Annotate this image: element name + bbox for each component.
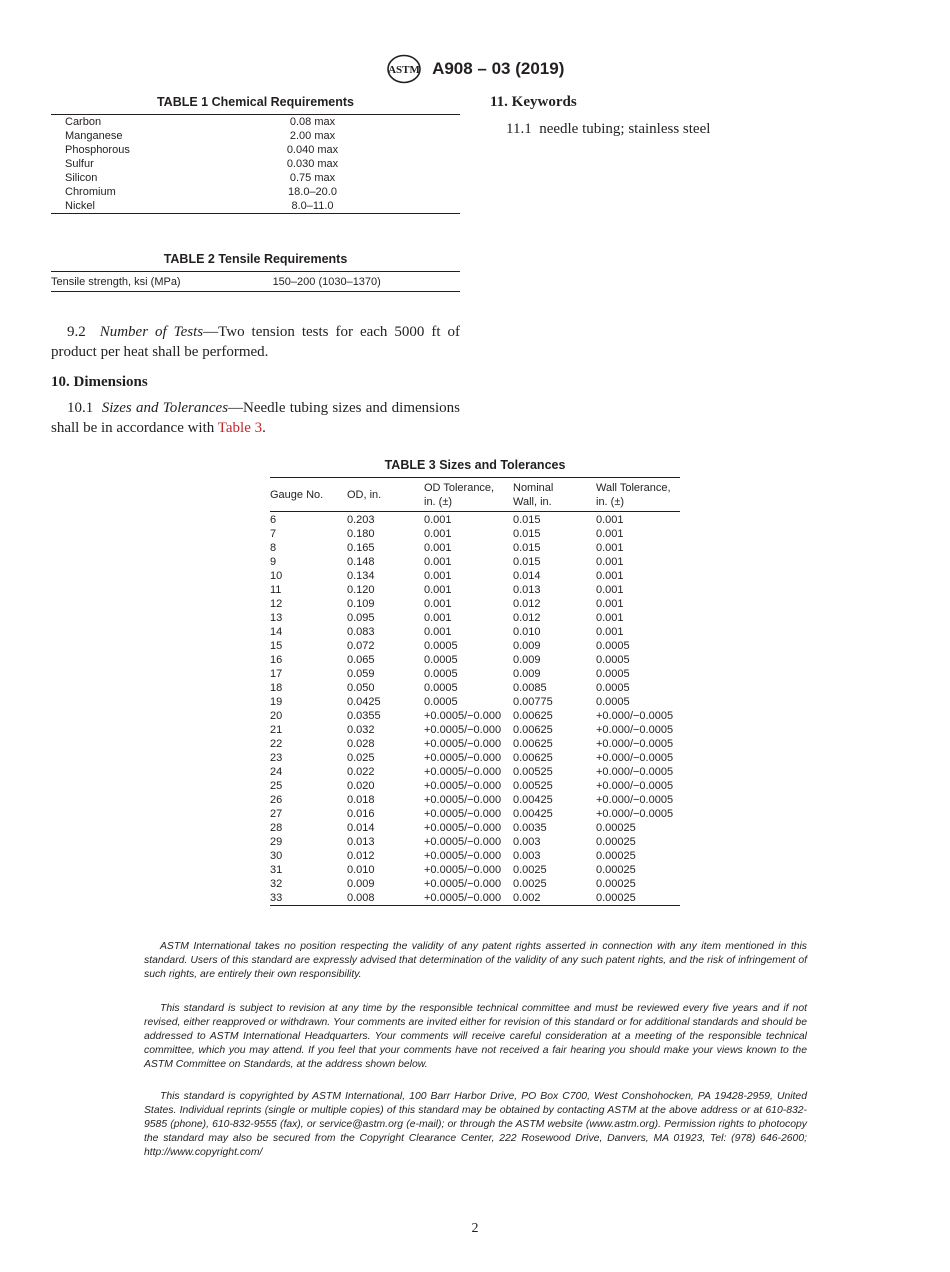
element-name: Phosphorous <box>65 144 130 156</box>
wall-tolerance-cell: 0.0005 <box>596 654 630 666</box>
gauge-cell: 28 <box>270 822 283 834</box>
od-tolerance-cell: 0.001 <box>424 626 452 638</box>
od-cell: 0.050 <box>347 682 375 694</box>
od-tolerance-cell: 0.0005 <box>424 696 458 708</box>
od-tolerance-cell: +0.0005/−0.000 <box>424 808 502 820</box>
heading-dimensions: 10. Dimensions <box>51 374 148 390</box>
table-row <box>51 199 460 214</box>
element-name: Nickel <box>65 200 95 212</box>
gauge-cell: 33 <box>270 892 283 904</box>
od-tolerance-cell: 0.0005 <box>424 654 458 666</box>
nominal-wall-cell: 0.015 <box>513 514 541 526</box>
wall-tolerance-cell: 0.001 <box>596 514 624 526</box>
od-cell: 0.180 <box>347 528 375 540</box>
section-title: Sizes and Tolerances <box>101 400 229 416</box>
od-cell: 0.014 <box>347 822 375 834</box>
wall-tolerance-cell: 0.001 <box>596 584 624 596</box>
od-cell: 0.025 <box>347 752 375 764</box>
nominal-wall-cell: 0.0025 <box>513 864 547 876</box>
section-number: 10.1 <box>67 400 94 416</box>
section-title: Number of Tests <box>99 324 204 340</box>
nominal-wall-cell: 0.012 <box>513 612 541 624</box>
wall-tolerance-cell: 0.00025 <box>596 836 636 848</box>
col-wall-tolerance: Wall Tolerance, in. (±) <box>596 478 680 512</box>
wall-tolerance-cell: 0.001 <box>596 626 624 638</box>
nominal-wall-cell: 0.0035 <box>513 822 547 834</box>
table-row <box>270 779 680 793</box>
nominal-wall-cell: 0.00525 <box>513 766 553 778</box>
table-row <box>270 723 680 737</box>
wall-tolerance-cell: 0.00025 <box>596 892 636 904</box>
od-tolerance-cell: +0.0005/−0.000 <box>424 892 502 904</box>
table-row <box>270 639 680 653</box>
nominal-wall-cell: 0.002 <box>513 892 541 904</box>
od-tolerance-cell: +0.0005/−0.000 <box>424 724 502 736</box>
table2 <box>51 271 460 292</box>
copyright-notice: This standard is copyrighted by ASTM International, 100 Barr Harbor Drive, PO Box C700, West Conshohocken, PA 19428-2959, United States. Individual reprints (single or multiple copies) of this standard may be obtained by contacting ASTM at the above address or at 610-832-9585 (phone), 610-832-9555 (fax), or service@astm.org (e-mail); or through the ASTM website (www.astm.org). Permission rights to photocopy the standard may also be secured from the Copyright Clearance Center, 222 Rosewood Drive, Danvers, MA 01923, Tel: (978) 646-2600; http://www.copyright.com/ <box>144 1091 807 1158</box>
od-cell: 0.148 <box>347 556 375 568</box>
wall-tolerance-cell: +0.000/−0.0005 <box>596 710 674 722</box>
od-tolerance-cell: +0.0005/−0.000 <box>424 836 502 848</box>
gauge-cell: 7 <box>270 528 277 540</box>
od-tolerance-cell: 0.001 <box>424 528 452 540</box>
nominal-wall-cell: 0.00775 <box>513 696 553 708</box>
gauge-cell: 8 <box>270 542 277 554</box>
od-cell: 0.009 <box>347 878 375 890</box>
table-row <box>270 527 680 541</box>
od-tolerance-cell: +0.0005/−0.000 <box>424 850 502 862</box>
nominal-wall-cell: 0.010 <box>513 626 541 638</box>
od-cell: 0.095 <box>347 612 375 624</box>
element-name: Manganese <box>65 130 123 142</box>
gauge-cell: 14 <box>270 626 283 638</box>
od-cell: 0.012 <box>347 850 375 862</box>
table-row <box>51 185 460 199</box>
nominal-wall-cell: 0.00625 <box>513 738 553 750</box>
od-tolerance-cell: +0.0005/−0.000 <box>424 794 502 806</box>
table1-title: TABLE 1 Chemical Requirements <box>156 95 355 109</box>
table-row <box>270 891 680 906</box>
table-row <box>51 115 460 130</box>
gauge-cell: 26 <box>270 794 283 806</box>
od-cell: 0.022 <box>347 766 375 778</box>
gauge-cell: 29 <box>270 836 283 848</box>
nominal-wall-cell: 0.009 <box>513 654 541 666</box>
table2-label: Tensile strength, ksi (MPa) <box>51 276 181 288</box>
nominal-wall-cell: 0.00625 <box>513 752 553 764</box>
element-name: Sulfur <box>65 158 94 170</box>
page-header <box>0 54 950 84</box>
od-tolerance-cell: 0.001 <box>424 584 452 596</box>
table-row <box>270 569 680 583</box>
table-row <box>51 272 460 292</box>
table-row <box>270 751 680 765</box>
element-value: 18.0–20.0 <box>288 186 337 198</box>
table-row <box>270 821 680 835</box>
nominal-wall-cell: 0.00425 <box>513 794 553 806</box>
table-row <box>270 835 680 849</box>
gauge-cell: 11 <box>270 584 282 596</box>
gauge-cell: 20 <box>270 710 283 722</box>
wall-tolerance-cell: 0.001 <box>596 598 624 610</box>
element-name: Silicon <box>65 172 98 184</box>
section-text: —Needle tubing sizes and dimensions shall be in accordance with <box>51 400 460 436</box>
od-cell: 0.083 <box>347 626 375 638</box>
wall-tolerance-cell: 0.001 <box>596 528 624 540</box>
table-row <box>270 611 680 625</box>
od-cell: 0.0425 <box>347 696 381 708</box>
od-tolerance-cell: 0.0005 <box>424 640 458 652</box>
od-tolerance-cell: +0.0005/−0.000 <box>424 766 502 778</box>
col-od-tolerance: OD Tolerance, in. (±) <box>424 478 513 512</box>
wall-tolerance-cell: 0.0005 <box>596 682 630 694</box>
od-tolerance-cell: +0.0005/−0.000 <box>424 878 502 890</box>
table-row <box>270 709 680 723</box>
element-value: 0.08 max <box>289 116 336 128</box>
nominal-wall-cell: 0.015 <box>513 556 541 568</box>
wall-tolerance-cell: +0.000/−0.0005 <box>596 794 674 806</box>
od-cell: 0.203 <box>347 514 375 526</box>
table-row <box>270 555 680 569</box>
table-row <box>270 737 680 751</box>
table-row <box>270 583 680 597</box>
wall-tolerance-cell: 0.001 <box>596 570 624 582</box>
table3-title: TABLE 3 Sizes and Tolerances <box>384 458 566 472</box>
table-row <box>270 512 680 528</box>
gauge-cell: 16 <box>270 654 283 666</box>
gauge-cell: 21 <box>270 724 283 736</box>
paragraph-9-2 <box>51 322 460 362</box>
gauge-cell: 6 <box>270 514 277 526</box>
table1 <box>51 114 460 214</box>
table-row <box>270 863 680 877</box>
wall-tolerance-cell: +0.000/−0.0005 <box>596 752 674 764</box>
element-value: 0.030 max <box>286 158 339 170</box>
element-value: 8.0–11.0 <box>291 200 334 212</box>
table-row <box>270 681 680 695</box>
gauge-cell: 24 <box>270 766 283 778</box>
nominal-wall-cell: 0.015 <box>513 542 541 554</box>
od-cell: 0.018 <box>347 794 375 806</box>
od-cell: 0.165 <box>347 542 375 554</box>
patent-notice: ASTM International takes no position respecting the validity of any patent rights asserted in connection with any item mentioned in this standard. Users of this standard are expressly advised that determination of the validity of any such patent rights, and the risk of infringement of such rights, are entirely their own responsibility. <box>144 941 807 980</box>
wall-tolerance-cell: 0.00025 <box>596 864 636 876</box>
gauge-cell: 32 <box>270 878 283 890</box>
nominal-wall-cell: 0.00525 <box>513 780 553 792</box>
wall-tolerance-cell: 0.0005 <box>596 640 630 652</box>
revision-notice: This standard is subject to revision at any time by the responsible technical committee and must be reviewed every five years and if not revised, either reapproved or withdrawn. Your comments are invited either for revision of this standard or for additional standards and should be addressed to ASTM International Headquarters. Your comments will receive careful consideration at a meeting of the responsible technical committee, which you may attend. If you feel that your comments have not received a fair hearing you should make your views known to the ASTM Committee on Standards, at the address shown below. <box>144 1003 807 1070</box>
gauge-cell: 10 <box>270 570 283 582</box>
gauge-cell: 23 <box>270 752 283 764</box>
nominal-wall-cell: 0.012 <box>513 598 541 610</box>
od-tolerance-cell: 0.0005 <box>424 682 458 694</box>
paragraph-10-1: 10.1 Sizes and Tolerances—Needle tubing sizes and dimensions shall be in accordance with Table 3. <box>51 400 460 436</box>
nominal-wall-cell: 0.009 <box>513 668 541 680</box>
wall-tolerance-cell: +0.000/−0.0005 <box>596 808 674 820</box>
nominal-wall-cell: 0.00625 <box>513 724 553 736</box>
od-tolerance-cell: 0.001 <box>424 570 452 582</box>
table-row <box>270 807 680 821</box>
od-tolerance-cell: +0.0005/−0.000 <box>424 780 502 792</box>
od-cell: 0.028 <box>347 738 375 750</box>
section-number: 11.1 <box>506 121 532 137</box>
page-number: 2 <box>471 1221 479 1236</box>
od-cell: 0.065 <box>347 654 375 666</box>
od-tolerance-cell: 0.0005 <box>424 668 458 680</box>
element-value: 0.040 max <box>286 144 339 156</box>
od-cell: 0.134 <box>347 570 375 582</box>
gauge-cell: 9 <box>270 556 277 568</box>
gauge-cell: 17 <box>270 668 283 680</box>
wall-tolerance-cell: +0.000/−0.0005 <box>596 738 674 750</box>
col-nominal-wall: Nominal Wall, in. <box>513 478 596 512</box>
table-row <box>51 129 460 143</box>
element-value: 0.75 max <box>289 172 336 184</box>
table-row <box>270 541 680 555</box>
wall-tolerance-cell: +0.000/−0.0005 <box>596 724 674 736</box>
gauge-cell: 31 <box>270 864 283 876</box>
section-text: —Two tension tests for each 5000 ft of product per heat shall be performed. <box>51 324 461 360</box>
od-cell: 0.008 <box>347 892 375 904</box>
heading-keywords: 11. Keywords <box>490 94 577 110</box>
svg-text:ASTM: ASTM <box>387 64 420 76</box>
od-tolerance-cell: 0.001 <box>424 612 452 624</box>
gauge-cell: 12 <box>270 598 283 610</box>
element-name: Carbon <box>65 116 102 128</box>
nominal-wall-cell: 0.014 <box>513 570 541 582</box>
od-tolerance-cell: +0.0005/−0.000 <box>424 752 502 764</box>
table-row <box>51 143 460 157</box>
od-tolerance-cell: +0.0005/−0.000 <box>424 710 502 722</box>
wall-tolerance-cell: +0.000/−0.0005 <box>596 780 674 792</box>
gauge-cell: 19 <box>270 696 283 708</box>
table-row <box>270 597 680 611</box>
astm-logo <box>386 54 422 84</box>
gauge-cell: 18 <box>270 682 283 694</box>
table-row <box>270 877 680 891</box>
od-cell: 0.059 <box>347 668 375 680</box>
od-tolerance-cell: +0.0005/−0.000 <box>424 738 502 750</box>
standard-designation: A908 – 03 (2019) <box>432 59 565 78</box>
table-row <box>270 695 680 709</box>
gauge-cell: 25 <box>270 780 283 792</box>
od-cell: 0.020 <box>347 780 375 792</box>
table-sizes-tolerances <box>270 458 680 906</box>
od-tolerance-cell: 0.001 <box>424 514 452 526</box>
table-chemical-requirements <box>51 95 460 214</box>
element-value: 2.00 max <box>289 130 336 142</box>
nominal-wall-cell: 0.015 <box>513 528 541 540</box>
gauge-cell: 22 <box>270 738 283 750</box>
table2-value: 150–200 (1030–1370) <box>272 276 381 288</box>
table-row <box>51 171 460 185</box>
od-cell: 0.109 <box>347 598 375 610</box>
nominal-wall-cell: 0.0085 <box>513 682 547 694</box>
table-row <box>270 667 680 681</box>
od-cell: 0.072 <box>347 640 375 652</box>
wall-tolerance-cell: 0.001 <box>596 542 624 554</box>
nominal-wall-cell: 0.009 <box>513 640 541 652</box>
nominal-wall-cell: 0.00425 <box>513 808 553 820</box>
nominal-wall-cell: 0.013 <box>513 584 541 596</box>
od-cell: 0.016 <box>347 808 375 820</box>
element-name: Chromium <box>65 186 116 198</box>
table2-title: TABLE 2 Tensile Requirements <box>163 252 348 266</box>
od-tolerance-cell: 0.001 <box>424 556 452 568</box>
wall-tolerance-cell: 0.001 <box>596 556 624 568</box>
gauge-cell: 30 <box>270 850 283 862</box>
od-cell: 0.010 <box>347 864 375 876</box>
gauge-cell: 27 <box>270 808 283 820</box>
wall-tolerance-cell: +0.000/−0.0005 <box>596 766 674 778</box>
nominal-wall-cell: 0.003 <box>513 836 541 848</box>
od-tolerance-cell: 0.001 <box>424 598 452 610</box>
od-tolerance-cell: +0.0005/−0.000 <box>424 864 502 876</box>
col-gauge: Gauge No. <box>270 478 347 512</box>
table3-link[interactable]: Table 3 <box>217 420 263 436</box>
wall-tolerance-cell: 0.00025 <box>596 850 636 862</box>
section-text: needle tubing; stainless steel <box>539 121 711 137</box>
table-header-row <box>270 478 680 512</box>
nominal-wall-cell: 0.00625 <box>513 710 553 722</box>
gauge-cell: 15 <box>270 640 283 652</box>
table-row <box>270 653 680 667</box>
od-tolerance-cell: +0.0005/−0.000 <box>424 822 502 834</box>
section-number: 9.2 <box>67 324 86 340</box>
od-cell: 0.032 <box>347 724 375 736</box>
table-tensile-requirements <box>51 252 460 292</box>
wall-tolerance-cell: 0.00025 <box>596 878 636 890</box>
od-cell: 0.0355 <box>347 710 381 722</box>
od-cell: 0.013 <box>347 836 375 848</box>
wall-tolerance-cell: 0.001 <box>596 612 624 624</box>
wall-tolerance-cell: 0.0005 <box>596 668 630 680</box>
table-row <box>270 793 680 807</box>
nominal-wall-cell: 0.003 <box>513 850 541 862</box>
table3 <box>270 477 680 906</box>
col-od: OD, in. <box>347 478 424 512</box>
table-row <box>51 157 460 171</box>
od-tolerance-cell: 0.001 <box>424 542 452 554</box>
wall-tolerance-cell: 0.00025 <box>596 822 636 834</box>
od-cell: 0.120 <box>347 584 375 596</box>
table-row <box>270 849 680 863</box>
table-row <box>270 625 680 639</box>
nominal-wall-cell: 0.0025 <box>513 878 547 890</box>
table-row <box>270 765 680 779</box>
paragraph-11-1 <box>506 119 906 139</box>
gauge-cell: 13 <box>270 612 283 624</box>
wall-tolerance-cell: 0.0005 <box>596 696 630 708</box>
